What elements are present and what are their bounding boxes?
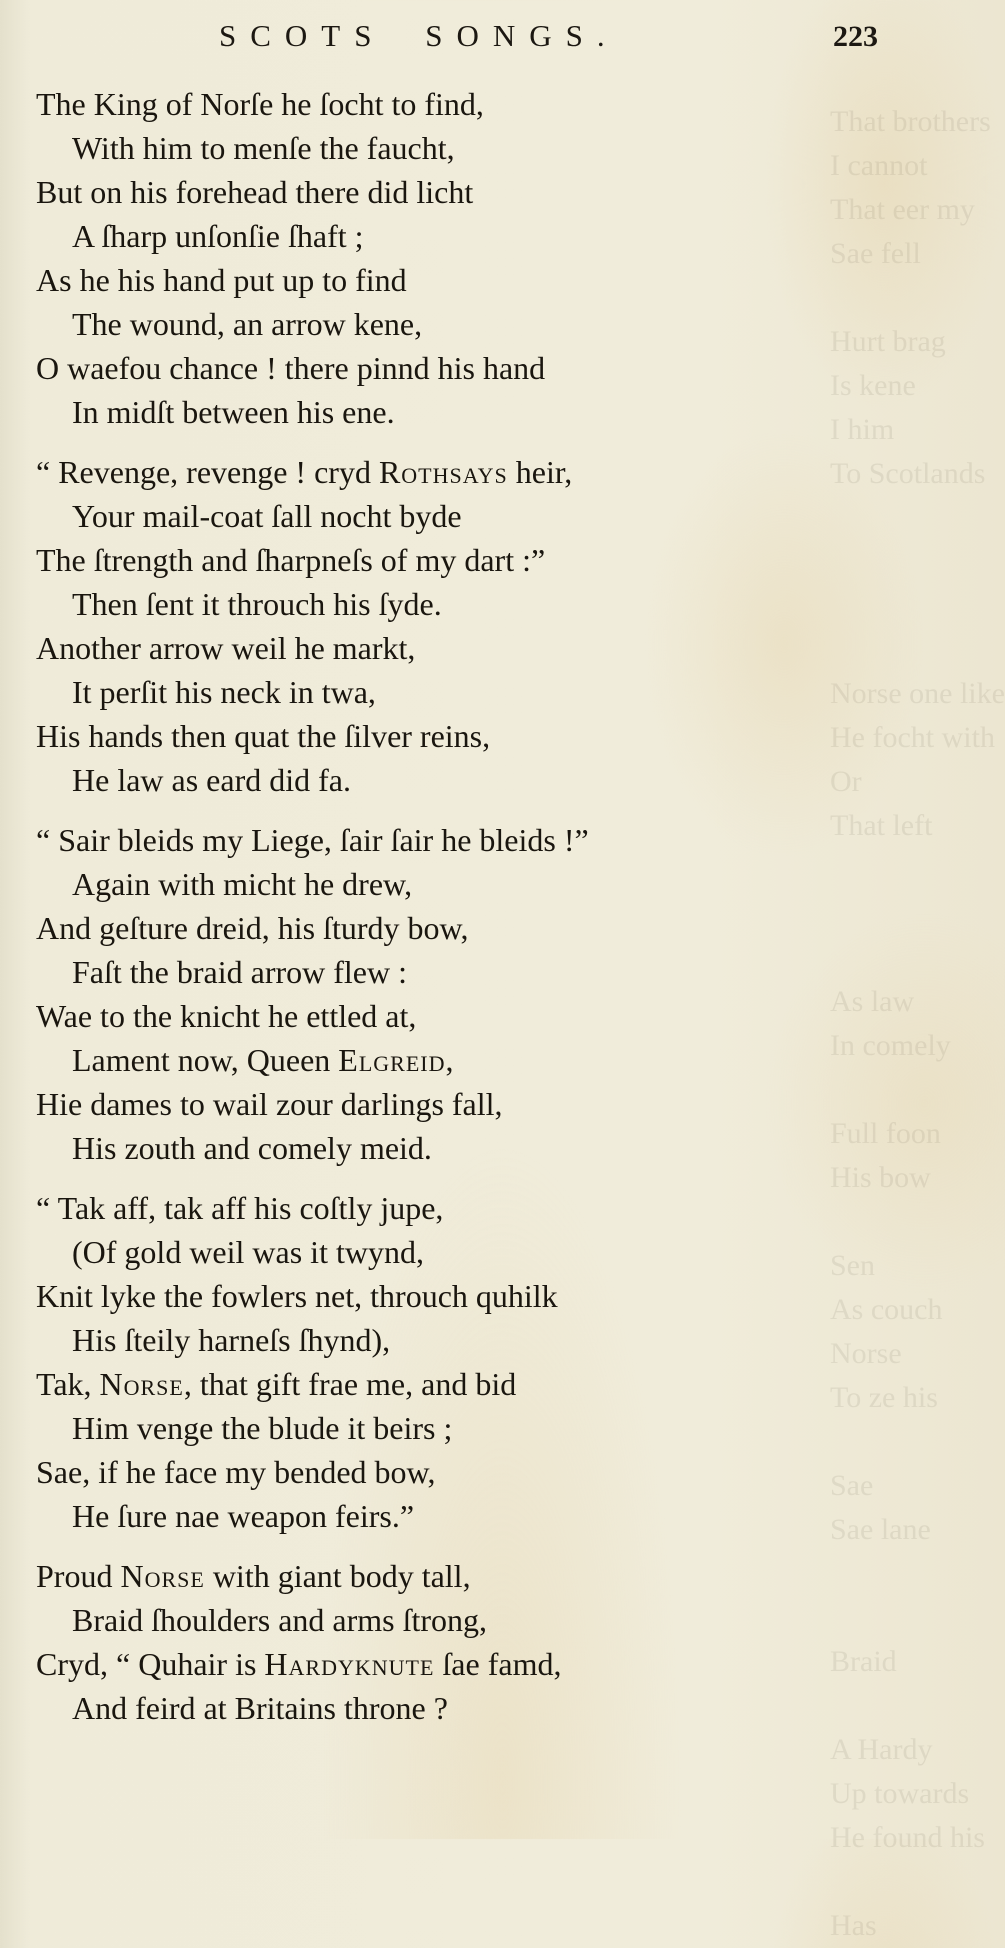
proper-name-small-caps: Hardyknute [264,1646,435,1682]
proper-name-small-caps: Norse [99,1366,184,1402]
verse-text: , [445,1042,454,1078]
verse-text: Proud [36,1558,121,1594]
verse-text: Tak, [36,1366,100,1402]
verse-line: As he his hand put up to find [36,262,407,298]
verse-text: , that gift frae me, and bid [183,1366,517,1402]
verse-line: Another arrow weil he markt, [36,630,416,666]
verse-line: The wound, an arrow kene, [72,306,423,342]
verse-line: Faſt the braid arrow flew : [72,954,407,990]
verse-line: But on his forehead there did licht [36,174,474,210]
verse-line: Your mail-coat ſall nocht byde [72,498,462,534]
verse-line: His hands then quat the ſilver reins, [36,718,491,754]
verse-line: The King of Norſe he ſocht to find, [36,86,484,122]
show-through-line: To ze his [830,1381,938,1414]
verse-line: Knit lyke the fowlers net, throuch quhilk [36,1278,558,1314]
verse-line: “ Sair bleids my Liege, ſair ſair he bleids !” [36,822,589,858]
verse-line [36,1038,936,1082]
stanza [36,1554,936,1730]
verse-line: Then ſent it throuch his ſyde. [72,586,442,622]
show-through-line: Hurt brag [830,325,946,358]
show-through-line: Sae [830,1469,874,1502]
verse-line: In midſt between his ene. [72,394,395,430]
verse-line: “ Tak aff, tak aff his coſtly jupe, [36,1190,444,1226]
proper-name-small-caps: Rothsays [378,454,508,490]
show-through-line: His bow [830,1161,931,1194]
show-through-line: Is kene [830,369,916,402]
show-through-line: Or [830,765,862,798]
stanza [36,450,936,802]
verse-line [36,450,936,494]
show-through-line: Sae fell [830,237,921,270]
verse-line: His ſteily harneſs ſhynd), [72,1322,391,1358]
show-through-line: Braid [830,1645,897,1678]
show-through-line: I him [830,413,895,446]
show-through-line: He focht with [830,721,995,754]
verse-line: He ſure nae weapon feirs.” [72,1498,415,1534]
show-through-line: Norse one like [830,677,1005,710]
show-through-line: As couch [830,1293,943,1326]
verse-line: His zouth and comely meid. [72,1130,432,1166]
show-through-line: I cannot [830,149,928,182]
show-through-line: To Scotlands [830,457,986,490]
show-through-line: That left [830,809,933,842]
verse-text: Lament now, Queen [72,1042,339,1078]
show-through-line: Sae lane [830,1513,931,1546]
stanza [36,82,936,434]
show-through-line: That eer my [830,193,975,226]
verse-line: The ſtrength and ſharpneſs of my dart :” [36,542,546,578]
show-through-line [830,1860,1000,1904]
verse-line: And feird at Britains throne ? [72,1690,448,1726]
verse-line [36,1554,936,1598]
verse-line: Again with micht he drew, [72,866,413,902]
proper-name-small-caps: Norse [120,1558,205,1594]
stanza [36,1186,936,1538]
verse-line: (Of gold weil was it twynd, [72,1234,424,1270]
show-through-line: That brothers [830,105,991,138]
verse-line [36,1642,936,1686]
verse-text: “ Revenge, revenge ! cryd [36,454,379,490]
verse-line: It perſit his neck in twa, [72,674,376,710]
verse-text: with giant body tall, [204,1558,471,1594]
show-through-line: He found his [830,1821,985,1854]
verse-line: With him to menſe the faucht, [72,130,455,166]
verse-line: He law as eard did fa. [72,762,351,798]
verse-line: A ſharp unſonſie ſhaft ; [72,218,364,254]
verse-text: heir, [507,454,573,490]
running-head [0,18,1000,58]
verse-line: Braid ſhoulders and arms ſtrong, [72,1602,488,1638]
show-through-line: In comely [830,1029,951,1062]
show-through-line: Has [830,1909,877,1942]
show-through-line: Norse [830,1337,902,1370]
verse-line: Wae to the knicht he ettled at, [36,998,417,1034]
verse-line [36,1362,936,1406]
verse-line: And geſture dreid, his ſturdy bow, [36,910,469,946]
verse-line: Hie dames to wail zour darlings fall, [36,1086,503,1122]
verse-line: O waefou chance ! there pinnd his hand [36,350,546,386]
show-through-line: Up towards [830,1777,970,1810]
show-through-line: Full foon [830,1117,941,1150]
proper-name-small-caps: Elgreid [338,1042,446,1078]
page-number: 223 [833,20,878,53]
stanza [36,818,936,1170]
verse-text: Cryd, “ Quhair is [36,1646,265,1682]
running-title: SCOTS SONGS. [219,18,619,53]
poem [36,82,936,1730]
show-through-line: As law [830,985,915,1018]
show-through-line: Sen [830,1249,875,1282]
verse-line: Sae, if he face my bended bow, [36,1454,436,1490]
show-through-line: A Hardy [830,1733,933,1766]
verse-line: Him venge the blude it beirs ; [72,1410,453,1446]
verse-text: ſae famd, [434,1646,562,1682]
